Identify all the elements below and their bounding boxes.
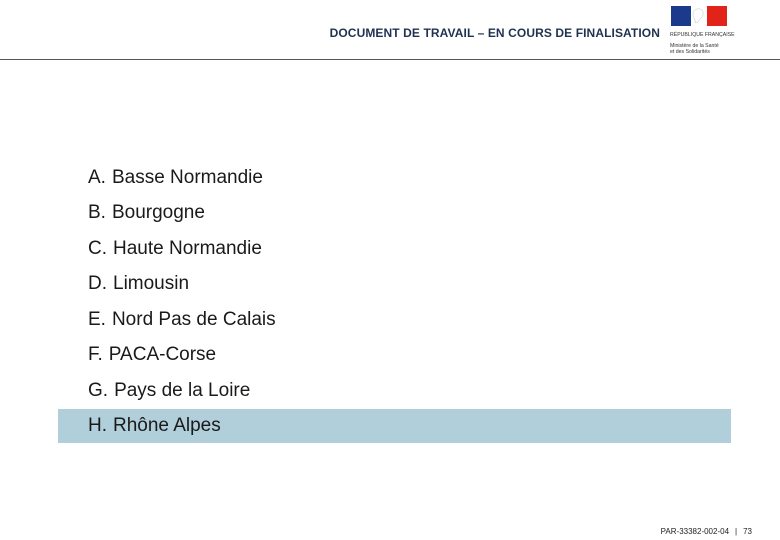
list-item-label: Limousin xyxy=(113,273,190,295)
list-item-d[interactable] xyxy=(58,267,731,303)
list-item-label: PACA-Corse xyxy=(108,344,217,366)
ministry-logo xyxy=(668,6,735,58)
list-item-b[interactable] xyxy=(58,196,731,232)
logo-republic-text: RÉPUBLIQUE FRANÇAISE xyxy=(670,32,735,38)
list-item-c[interactable] xyxy=(58,231,731,267)
list-item-label: Basse Normandie xyxy=(111,166,263,188)
list-item-letter: A. xyxy=(88,166,106,188)
header-divider xyxy=(0,59,780,60)
list-item-letter: E. xyxy=(88,308,106,330)
logo-ministry-text: Ministère de la Santé xyxy=(670,43,719,49)
list-item-letter: B. xyxy=(88,202,106,224)
list-item-g[interactable] xyxy=(58,373,731,409)
document-status-title: DOCUMENT DE TRAVAIL – EN COURS DE FINALISATION xyxy=(329,26,660,40)
list-item-f[interactable] xyxy=(58,338,731,374)
list-item-letter: C. xyxy=(88,237,107,259)
footer-separator: | xyxy=(735,527,738,536)
list-item-label: Rhône Alpes xyxy=(113,414,221,436)
list-item-label: Pays de la Loire xyxy=(114,379,251,401)
list-item-letter: F. xyxy=(88,344,103,366)
list-item-letter: D. xyxy=(88,273,107,295)
marianne-flag-icon xyxy=(671,6,727,26)
list-item-label: Bourgogne xyxy=(111,202,205,224)
logo-ministry-text-2: et des Solidarités xyxy=(670,49,710,55)
list-item-letter: H. xyxy=(88,414,107,436)
page-footer xyxy=(661,527,752,536)
list-item-h-selected[interactable] xyxy=(58,409,731,443)
list-item-label: Nord Pas de Calais xyxy=(111,308,276,330)
list-item-letter: G. xyxy=(88,379,109,401)
list-item-label: Haute Normandie xyxy=(113,237,262,259)
page-number: 73 xyxy=(743,527,752,536)
list-item-a[interactable] xyxy=(58,160,731,196)
region-list xyxy=(58,160,731,443)
document-reference: PAR-33382-002-04 xyxy=(660,527,730,536)
list-item-e[interactable] xyxy=(58,302,731,338)
